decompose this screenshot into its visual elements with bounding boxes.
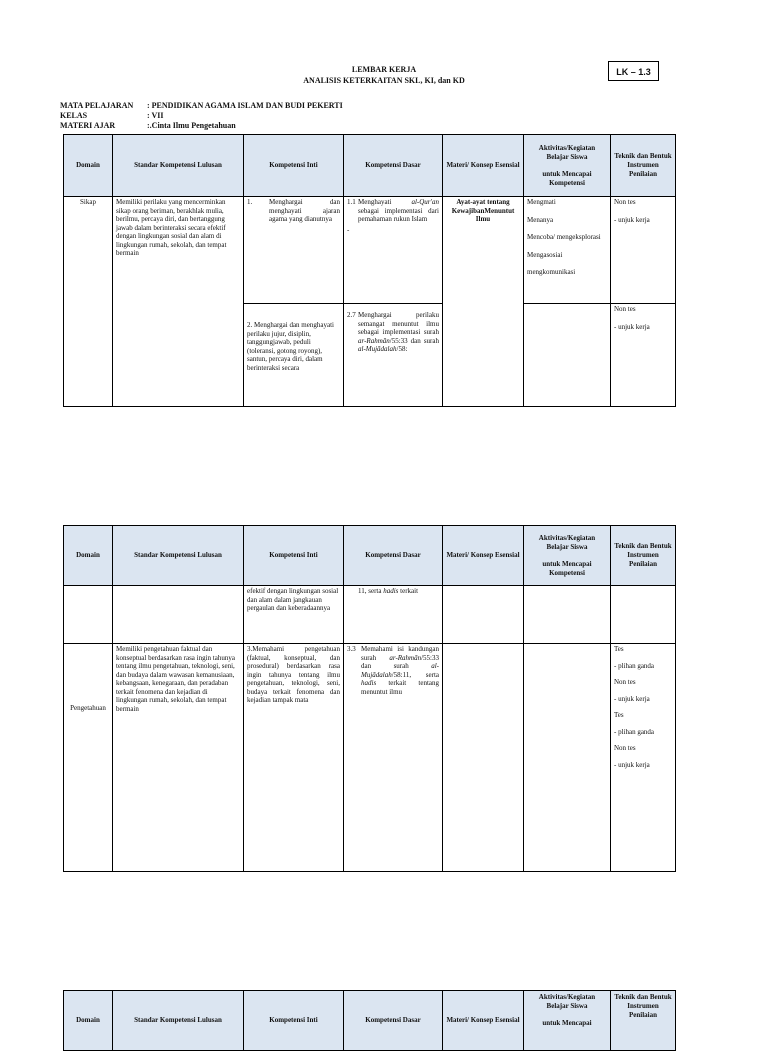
- col-teknik: Teknik dan Bentuk Instrumen Penilaian: [611, 526, 676, 586]
- col-skl: Standar Kompetensi Lulusan: [113, 135, 244, 197]
- table-header-row: [64, 526, 676, 586]
- aktivitas-empty: [524, 304, 611, 407]
- kd-2-7: 2.7 Menghargai perilaku semangat menuntut ilmu sebagai implementasi surah ar-Rahmān/55:33 dan surah al-Mujādalah/58:: [344, 304, 443, 407]
- aktivitas-item: Mengmati: [527, 198, 556, 206]
- ki-2-continued: efektif dengan lingkungan sosial dan alam dalam jangkauan pergaulan dan keberadaannya: [244, 586, 344, 644]
- table-header-row: [64, 135, 676, 197]
- lk-badge: LK – 1.3: [608, 61, 659, 81]
- col-aktivitas: Aktivitas/Kegiatan Belajar Siswa untuk Mencapai Kompetensi: [524, 135, 611, 197]
- col-aktivitas: Aktivitas/Kegiatan Belajar Siswa untuk Mencapai Kompetensi: [524, 526, 611, 586]
- col-skl: Standar Kompetensi Lulusan: [113, 526, 244, 586]
- aktivitas-item: Mengasosiai: [527, 250, 563, 259]
- title-line-2: ANALISIS KETERKAITAN SKL, KI, dan KD: [303, 76, 465, 85]
- aktivitas-list: [524, 197, 611, 304]
- materi-esensial: Ayat-ayat tentang KewajibanMenuntut Ilmu: [443, 197, 524, 407]
- table-row: [64, 586, 676, 644]
- kd-2-7-continued: 11, serta hadis terkait: [344, 586, 443, 644]
- skl-sikap: Memiliki perilaku yang mencerminkan sikap orang beriman, berakhlak mulia, berilmu, percaya diri, dan bertanggung jawab dalam berinteraksi secara efektif dengan lingkungan sosial dan alam di lingkungan rumah, sekolah, dan tempat bermain: [113, 197, 244, 407]
- kd-3-3: 3.3 Memahami isi kandungan surah ar-Rahmān/55:33 dan surah al-Mujādalah/58:11, serta hadis terkait tentang menuntut ilmu: [344, 644, 443, 872]
- analysis-table-3: [63, 990, 676, 1051]
- col-kd: Kompetensi Dasar: [344, 135, 443, 197]
- aktivitas-item: Mencoba/ mengeksplorasi: [527, 233, 601, 241]
- kd-1-1: 1.1 Menghayati al-Qur'an sebagai implementasi dari pemahaman rukun Islam -: [344, 197, 443, 304]
- col-ki: Kompetensi Inti: [244, 526, 344, 586]
- col-teknik: Teknik dan Bentuk Instrumen Penilaian: [611, 135, 676, 197]
- table-header-row: [64, 991, 676, 1051]
- ki-2: 2. Menghargai dan menghayati perilaku jujur, disiplin, tanggungjawab, peduli (toleransi, gotong royong), santun, percaya diri, dalam berinteraksi secara: [244, 304, 344, 407]
- ki-1: 1. Menghargai dan menghayati ajaran agama yang dianutnya: [244, 197, 344, 304]
- table-row: [64, 197, 676, 304]
- kelas-label: KELAS: [60, 111, 88, 120]
- meta-labels: [60, 101, 133, 131]
- col-materi: Materi/ Konsep Esensial: [443, 526, 524, 586]
- col-aktivitas: Aktivitas/Kegiatan Belajar Siswa untuk Mencapai: [524, 991, 611, 1051]
- aktivitas-item: mengkomunikasi: [527, 268, 576, 276]
- col-domain: Domain: [64, 991, 113, 1051]
- domain-pengetahuan: Pengetahuan: [64, 644, 113, 872]
- col-materi: Materi/ Konsep Esensial: [443, 991, 524, 1051]
- col-kd: Kompetensi Dasar: [344, 991, 443, 1051]
- col-skl: Standar Kompetensi Lulusan: [113, 991, 244, 1051]
- col-ki: Kompetensi Inti: [244, 135, 344, 197]
- col-domain: Domain: [64, 526, 113, 586]
- mapel-label: MATA PELAJARAN: [60, 101, 134, 110]
- ki-3: 3.Memahami pengetahuan (faktual, konseptual, dan prosedural) berdasarkan rasa ingin tahunya tentang ilmu pengetahuan, teknologi, seni, budaya terkait fenomena dan kejadian tampak mata: [244, 644, 344, 872]
- aktivitas-item: Menanya: [527, 215, 554, 224]
- col-materi: Materi/ Konsep Esensial: [443, 135, 524, 197]
- col-teknik: Teknik dan Bentuk Instrumen Penilaian: [611, 991, 676, 1051]
- analysis-table-2: [63, 525, 676, 872]
- skl-pengetahuan: Memiliki pengetahuan faktual dan konseptual berdasarkan rasa ingin tahunya tentang ilmu pengetahuan, teknologi, seni, dan budaya dalam wawasan kemanusiaan, kebangsaan, kenegaraan, dan peradaban terkait fenomena dan kejadian di lingkungan rumah, sekolah, dan tempat bermain: [113, 644, 244, 872]
- meta-values: [147, 101, 343, 131]
- col-kd: Kompetensi Dasar: [344, 526, 443, 586]
- kelas-value: : VII: [147, 111, 164, 120]
- teknik-1: Non tes - unjuk kerja: [611, 197, 676, 304]
- worksheet-title: [200, 64, 568, 86]
- teknik-pengetahuan: Tes - plihan ganda Non tes - unjuk kerja Tes - plihan ganda Non tes - unjuk kerja: [611, 644, 676, 872]
- mapel-value: : PENDIDIKAN AGAMA ISLAM DAN BUDI PEKERTI: [147, 101, 343, 110]
- title-line-1: LEMBAR KERJA: [351, 65, 417, 74]
- materi-label: MATERI AJAR: [60, 121, 116, 130]
- materi-value: :.Cinta Ilmu Pengetahuan: [147, 121, 236, 130]
- col-ki: Kompetensi Inti: [244, 991, 344, 1051]
- domain-sikap: Sikap: [64, 197, 113, 407]
- teknik-2: Non tes - unjuk kerja: [611, 304, 676, 407]
- analysis-table-1: [63, 134, 676, 407]
- table-row: [64, 644, 676, 872]
- col-domain: Domain: [64, 135, 113, 197]
